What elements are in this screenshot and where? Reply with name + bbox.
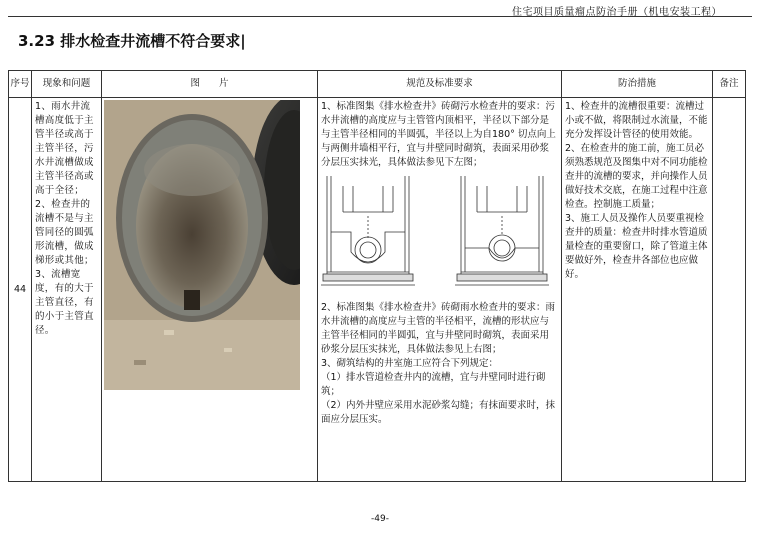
spec-cell — [318, 98, 562, 482]
phenomenon-item: 3、流槽宽度，有的大于主管直径，有的小于主管直径。 — [35, 269, 94, 336]
table-header-row — [9, 71, 746, 98]
table-row — [9, 98, 746, 482]
page-number: -49- — [371, 514, 389, 524]
standard-drawings — [321, 172, 558, 297]
section-title: 3.23 排水检查井流槽不符合要求| — [18, 32, 246, 50]
spec-item-3: 3、砌筑结构的井室施工应符合下列规定： — [321, 358, 499, 369]
manhole-section-drawings — [321, 172, 557, 297]
phenomena-cell — [32, 98, 102, 482]
header-spec: 规范及标准要求 — [318, 71, 562, 98]
phenomenon-item: 2、检查井的流槽不是与主管同径的圆弧形流槽，做成梯形或其他； — [35, 199, 94, 266]
header-rule — [8, 16, 752, 17]
header-number: 序号 — [9, 71, 32, 98]
measures-cell — [562, 98, 713, 482]
header-remark: 备注 — [713, 71, 746, 98]
measure-item: 1、检查井的流槽很重要：流槽过小或不做，将限制过水流量，不能充分发挥设计管径的使用效能。 — [565, 101, 708, 140]
spec-item-1: 1、标准图集《排水检查井》砖砌污水检查井的要求：污水井流槽的高度应与主管管内顶相平，半径以下部分是与主管半径相同的半圆弧，半径以上为自180° 切点向上与两侧井墙相平行，宜与井壁同时砌筑，表面采用砂浆分层压实抹光，具体做法参见下左图； — [321, 101, 556, 168]
manhole-photo-image — [104, 100, 300, 390]
header-measures: 防治措施 — [562, 71, 713, 98]
phenomenon-item: 1、雨水井流槽高度低于主管半径或高于主管半径，污水井流槽做成主管半径高或高于全径； — [35, 101, 94, 196]
header-photo: 图 片 — [102, 71, 318, 98]
header-phenomena: 现象和问题 — [32, 71, 102, 98]
measure-item: 2、在检查井的施工前，施工员必须熟悉规范及图集中对不同功能检查井的流槽的要求，并向操作人员做好技术交底，在施工过程中注意检查。控制施工质量； — [565, 143, 708, 210]
spec-item-3b: （2）内外井壁应采用水泥砂浆勾缝；有抹面要求时，抹面应分层压实。 — [321, 400, 556, 425]
remark-cell — [713, 98, 746, 482]
defect-table — [8, 70, 746, 482]
measure-item: 3、施工人员及操作人员要重视检查井的质量：检查井时排水管道质量检查的重要窗口，除了管道主体要做好外，检查井各部位也应做好。 — [565, 213, 708, 280]
manhole-photo — [104, 100, 300, 390]
photo-cell — [102, 98, 318, 482]
spec-item-3a: （1）排水管道检查井内的流槽，宜与井壁同时进行砌筑； — [321, 372, 546, 397]
running-title: 住宅项目质量瘤点防治手册（机电安装工程） — [512, 7, 722, 18]
spec-item-2: 2、标准图集《排水检查井》砖砌雨水检查井的要求：雨水井流槽的高度应与主管的半径相平，流槽的形状应与主管半径相同的半圆弧，宜与井壁同时砌筑，表面采用砂浆分层压实抹光，具体做法参见上右图； — [321, 302, 556, 355]
row-number: 44 — [9, 98, 32, 482]
